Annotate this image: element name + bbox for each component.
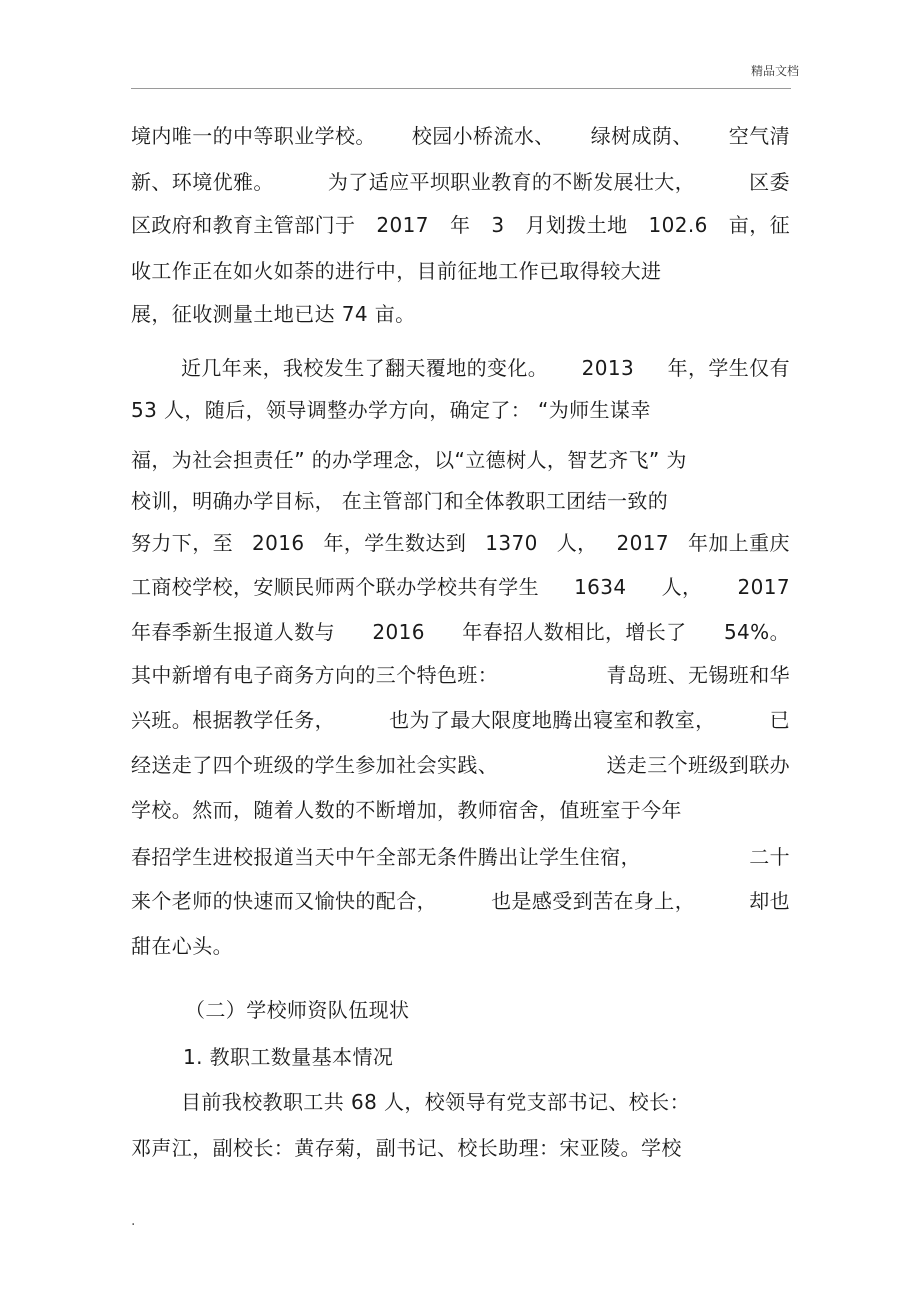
text-line: 学校。然而，随着人数的不断增加，教师宿舍，值班室于今年: [131, 798, 682, 822]
text-line: 福，为社会担责任” 的办学理念，以“立德树人，智艺齐飞” 为: [131, 448, 687, 472]
text-line: 经送走了四个班级的学生参加社会实践、 送走三个班级到联办: [131, 753, 790, 777]
text-line: 邓声江，副校长：黄存菊，副书记、校长助理：宋亚陵。学校: [131, 1136, 682, 1160]
text-line: 区政府和教育主管部门于 2017 年 3 月划拨土地 102.6 亩，征: [131, 213, 790, 237]
text-line: 53 人，随后，领导调整办学方向，确定了： “为师生谋幸: [131, 398, 651, 422]
text-line: 努力下，至 2016 年，学生数达到 1370 人， 2017 年加上重庆: [131, 531, 790, 555]
text-line: 目前我校教职工共 68 人，校领导有党支部书记、校长：: [181, 1090, 690, 1114]
text-line: 兴班。根据教学任务， 也为了最大限度地腾出寝室和教室， 已: [131, 708, 790, 732]
text-line: 工商校学校，安顺民师两个联办学校共有学生 1634 人， 2017: [131, 575, 790, 599]
text-line: 境内唯一的中等职业学校。 校园小桥流水、 绿树成荫、 空气清: [131, 124, 790, 148]
header-divider: [131, 88, 791, 89]
text-line: 来个老师的快速而又愉快的配合， 也是感受到苦在身上， 却也: [131, 889, 790, 913]
footer-mark: .: [131, 1213, 136, 1229]
text-line: 甜在心头。: [131, 934, 233, 958]
text-line: 1. 教职工数量基本情况: [183, 1045, 394, 1069]
header-label: 精品文档: [750, 64, 799, 78]
text-line: 年春季新生报道人数与 2016 年春招人数相比，增长了 54%。: [131, 620, 790, 644]
text-line: 新、环境优雅。 为了适应平坝职业教育的不断发展壮大， 区委: [131, 170, 790, 194]
text-line: 其中新增有电子商务方向的三个特色班： 青岛班、无锡班和华: [131, 663, 790, 687]
text-line: 春招学生进校报道当天中午全部无条件腾出让学生住宿， 二十: [131, 845, 790, 869]
text-line: （二）学校师资队伍现状: [185, 998, 410, 1022]
text-line: 校训，明确办学目标， 在主管部门和全体教职工团结一致的: [131, 489, 669, 513]
text-line: 展，征收测量土地已达 74 亩。: [131, 302, 416, 326]
text-line: 收工作正在如火如荼的进行中，目前征地工作已取得较大进: [131, 259, 662, 283]
text-line: 近几年来，我校发生了翻天覆地的变化。 2013 年，学生仅有: [181, 356, 790, 380]
